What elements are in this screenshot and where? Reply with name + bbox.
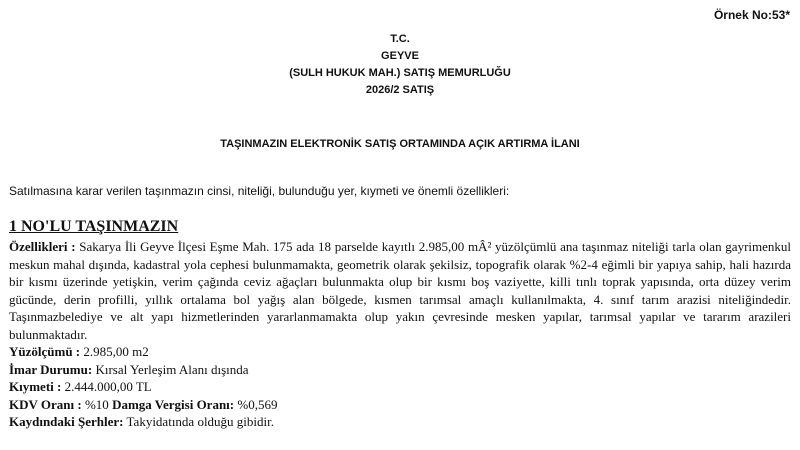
zoning-row	[9, 361, 791, 379]
vat-label: KDV Oranı :	[9, 396, 82, 412]
annotations-value: Takyidatında olduğu gibidir.	[126, 414, 275, 429]
annotations-row	[9, 413, 791, 431]
features-text: Sakarya İli Geyve İlçesi Eşme Mah. 175 ada 18 parselde kayıtlı 2.985,00 mÂ² yüzölçümlü ana taşınmaz niteliği tarla olan gayrimenkul meskun mahal dışında, kadastral yola cephesi bulunmamakta, geometrik olarak şekilsiz, topografik olarak %2-4 eğimli bir yapıya sahip, hali hazırda bir kısmı üzerinde yetişkin, verim çağında ceviz ağaçları bulunmakta olup bir kısmı boş vaziyette, killi tınlı toprak yapısında, orta düzey verim gücünde, derin profilli, yıllık ortalama bol yağış alan bölgede, kısmen tarımsal amaçlı kullanılmakta, 4. sınıf tarım arazisi niteliğindedir. Taşınmazbelediye ve alt yapı hizmetlerinden yararlanmamakta olup yakın çevresinde mesken yapılar, tarımsal yapılar ve tararım arazileri bulunmaktadır.	[9, 239, 792, 342]
header-office: (SULH HUKUK MAH.) SATIŞ MEMURLUĞU	[289, 67, 511, 79]
header-state: T.C.	[390, 33, 410, 45]
document-header	[0, 31, 800, 99]
form-number: Örnek No:53*	[713, 8, 790, 22]
zoning-label: İmar Durumu:	[9, 361, 93, 377]
stamp-tax-label: Damga Vergisi Oranı:	[112, 396, 235, 412]
value-amount: 2.444.000,00 TL	[64, 379, 152, 394]
features-paragraph	[9, 238, 791, 343]
area-row	[9, 343, 791, 361]
announcement-title: TAŞINMAZIN ELEKTRONİK SATIŞ ORTAMINDA AÇIK ARTIRMA İLANI	[220, 138, 580, 150]
features-label: Özellikleri :	[9, 239, 76, 254]
property-details	[9, 238, 791, 431]
zoning-value: Kırsal Yerleşim Alanı dışında	[95, 361, 249, 377]
stamp-tax-value: %0,569	[237, 396, 278, 412]
tax-row	[9, 396, 791, 414]
header-file-number: 2026/2 SATIŞ	[365, 84, 435, 96]
annotations-label: Kaydındaki Şerhler:	[9, 414, 124, 429]
vat-value: %10	[84, 396, 109, 412]
area-label: Yüzölçümü :	[9, 344, 81, 359]
value-label: Kıymeti :	[9, 379, 62, 394]
intro-text: Satılmasına karar verilen taşınmazın cinsi, niteliği, bulunduğu yer, kıymeti ve önemli özellikleri:	[9, 184, 510, 198]
header-district: GEYVE	[381, 50, 419, 62]
value-row	[9, 378, 791, 396]
property-heading: 1 NO'LU TAŞINMAZIN	[9, 218, 179, 235]
area-value: 2.985,00 m2	[83, 344, 149, 359]
